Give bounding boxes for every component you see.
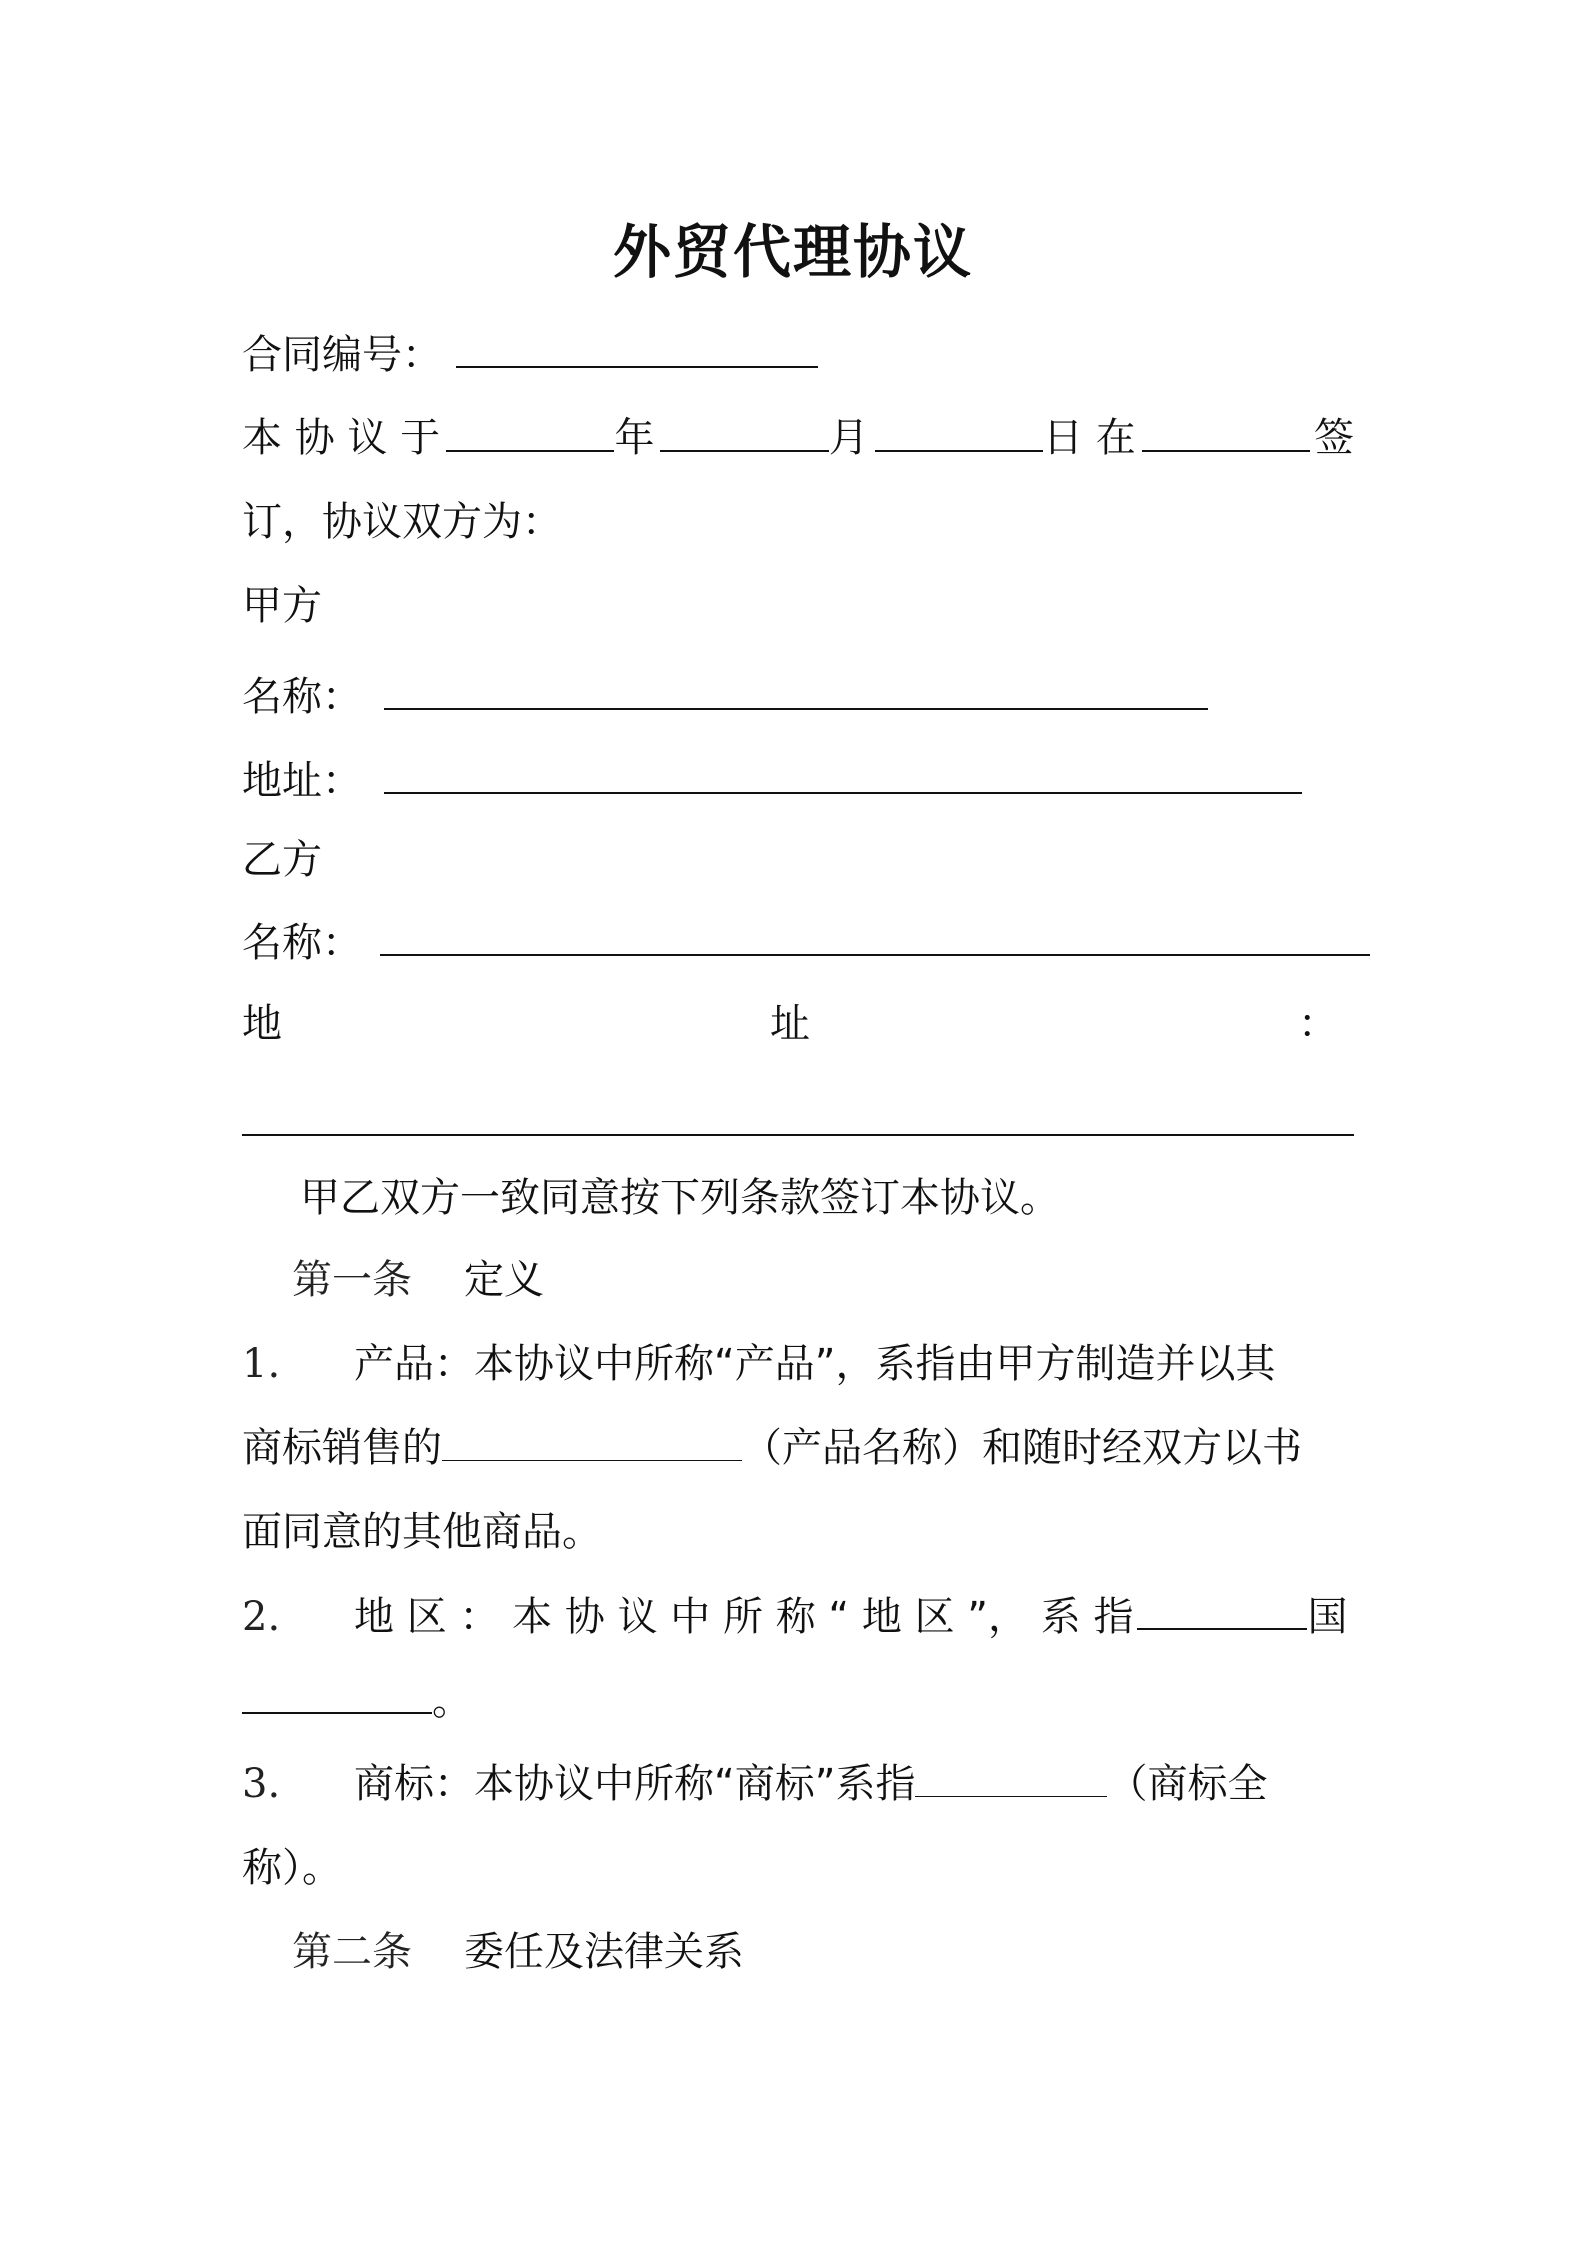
year-label: 年 (614, 415, 655, 461)
sign-label: 签 (1314, 415, 1354, 461)
day-blank[interactable] (875, 410, 1043, 452)
party-b-address-blank[interactable] (242, 1134, 1354, 1136)
day-at-label: 日 在 (1043, 415, 1136, 461)
item-2-period: 。 (432, 1678, 472, 1724)
item-1-line-2-post: （产品名称）和随时经双方以书 (742, 1425, 1302, 1471)
article-2-number: 第二条 (292, 1929, 412, 1975)
signing-prefix: 本 协 议 于 (242, 415, 441, 461)
year-blank[interactable] (446, 410, 614, 452)
article-1-item-1-line-2 (242, 1420, 1354, 1476)
party-a-address-blank[interactable] (384, 752, 1302, 794)
item-3-post: （商标全 (1107, 1761, 1268, 1807)
item-1-line-2-pre: 商标销售的 (242, 1425, 442, 1471)
place-blank[interactable] (1142, 410, 1310, 452)
signing-continuation: 订，协议双方为： (242, 499, 562, 545)
item-1-number: 1. (242, 1341, 281, 1387)
article-1-item-2-line-2 (242, 1672, 1354, 1729)
document-title: 外贸代理协议 (612, 218, 973, 286)
article-2-title: 委任及法律关系 (464, 1929, 744, 1975)
item-3-text: 商标：本协议中所称“商标”系指 (354, 1761, 916, 1807)
article-1-heading (292, 1252, 1404, 1308)
party-a-name-line (242, 668, 1354, 725)
party-b-address-char-2: 址 (770, 1001, 810, 1047)
month-label: 月 (828, 415, 869, 461)
party-a-heading: 甲方 (242, 583, 322, 629)
signing-line (242, 410, 1354, 466)
region-blank[interactable] (242, 1672, 432, 1714)
contract-number-line (242, 326, 1354, 383)
contract-number-label: 合同编号： (242, 332, 442, 378)
item-2-number: 2. (242, 1594, 281, 1640)
intro-text: 甲乙双方一致同意按下列条款签订本协议。 (300, 1175, 1060, 1221)
party-b-name-line (242, 914, 1354, 971)
item-1-text: 产品：本协议中所称“产品”，系指由甲方制造并以其 (354, 1341, 1276, 1387)
party-b-address-line (242, 996, 1354, 1052)
item-3-number: 3. (242, 1761, 281, 1807)
party-b-address-char-1: 地 (242, 1001, 282, 1047)
party-a-name-blank[interactable] (384, 668, 1208, 710)
article-1-item-3-line-2: 称）。 (242, 1845, 342, 1891)
party-a-address-label: 地址： (242, 758, 362, 804)
party-b-name-label: 名称： (242, 920, 362, 966)
article-1-item-3-line-1 (242, 1756, 1354, 1812)
product-name-blank[interactable] (442, 1420, 742, 1461)
party-b-name-blank[interactable] (380, 914, 1370, 956)
month-blank[interactable] (660, 410, 828, 452)
article-2-heading (292, 1924, 1404, 1980)
party-a-address-line (242, 752, 1354, 809)
contract-number-blank[interactable] (456, 326, 818, 368)
article-1-item-2-line-1 (242, 1588, 1354, 1645)
party-b-address-colon: ： (1298, 1001, 1338, 1047)
article-1-number: 第一条 (292, 1257, 412, 1303)
item-2-text: 地 区 ： 本 协 议 中 所 称 “ 地 区 ”， 系 指 (354, 1594, 1134, 1640)
trademark-blank[interactable] (915, 1756, 1107, 1797)
article-1-title: 定义 (464, 1257, 544, 1303)
article-1-item-1-line-3: 面同意的其他商品。 (242, 1509, 602, 1555)
region-country-blank[interactable] (1137, 1588, 1307, 1630)
item-2-country: 国 (1307, 1594, 1348, 1640)
party-a-name-label: 名称： (242, 674, 362, 720)
article-1-item-1-line-1 (242, 1336, 1354, 1392)
party-b-heading: 乙方 (242, 837, 322, 883)
